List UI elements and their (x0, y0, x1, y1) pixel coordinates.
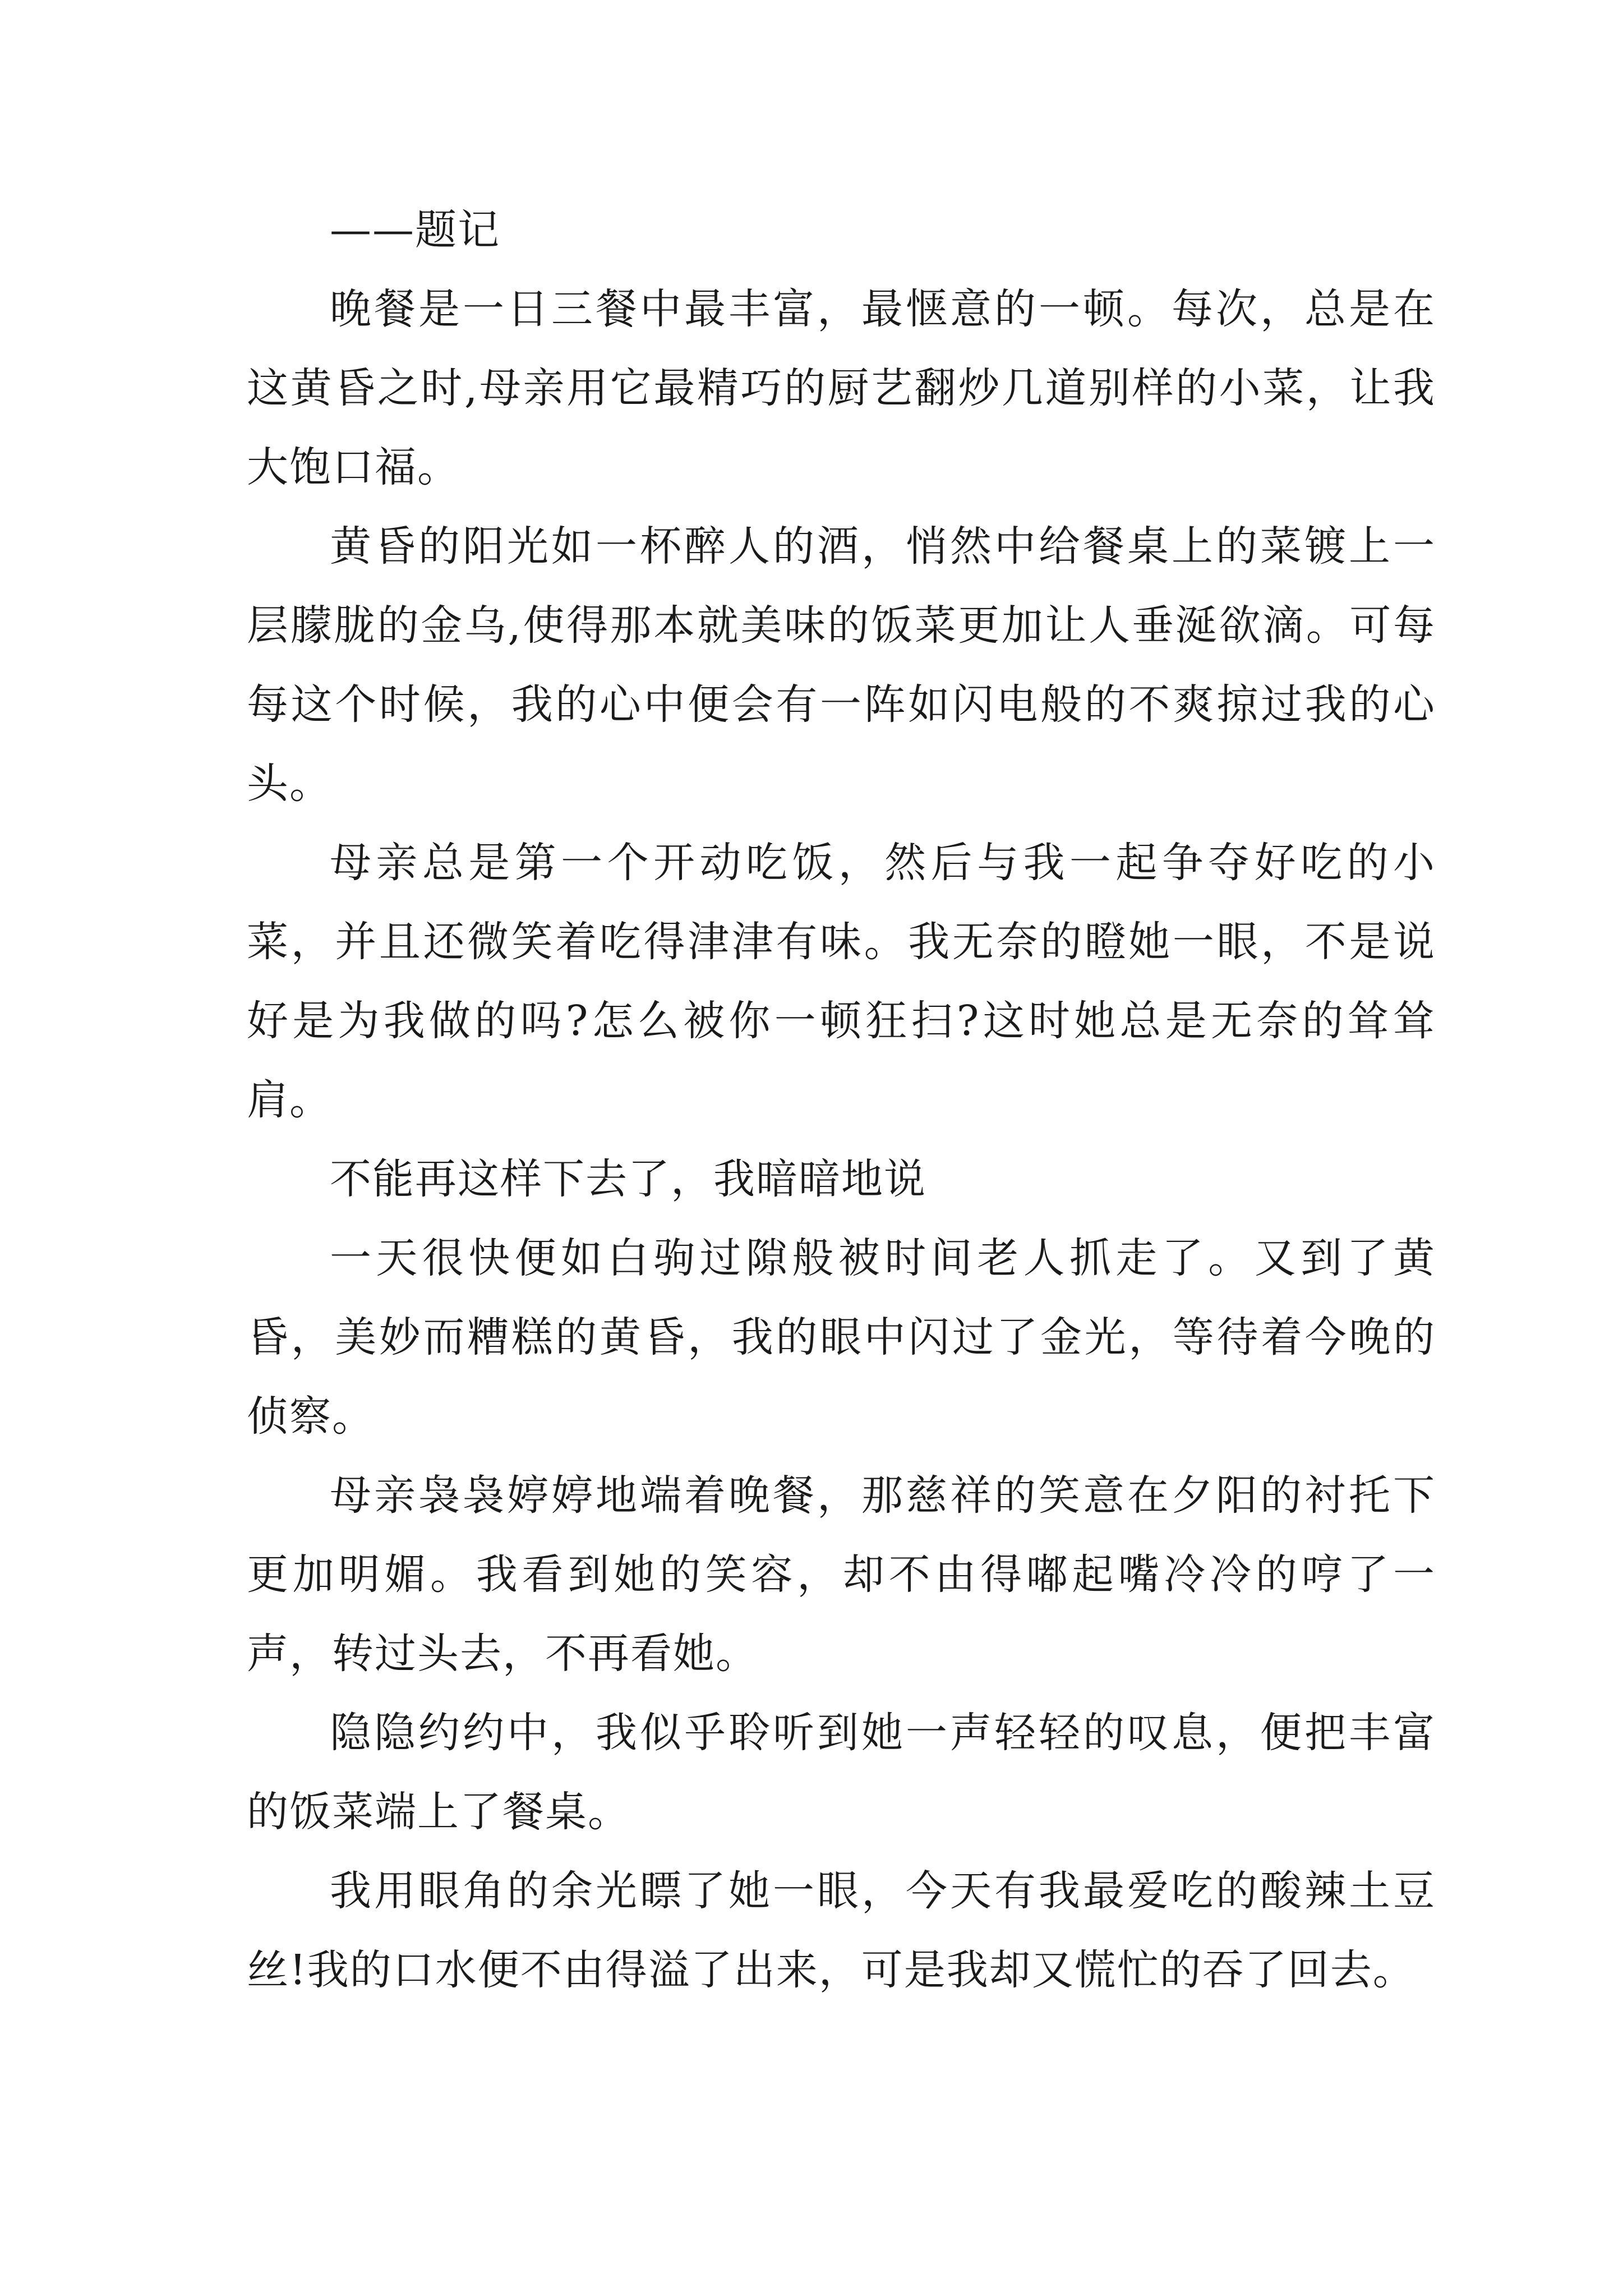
paragraph-5: 一天很快便如白驹过隙般被时间老人抓走了。又到了黄昏，美妙而糟糕的黄昏，我的眼中闪过了金光，等待着今晚的侦察。 (247, 1234, 1436, 1441)
paragraph-2: 黄昏的阳光如一杯醉人的酒，悄然中给餐桌上的菜镀上一层朦胧的金乌,使得那本就美味的饭菜更加让人垂涎欲滴。可每每这个时候，我的心中便会有一阵如闪电般的不爽掠过我的心头。 (247, 522, 1436, 808)
paragraph-8: 我用眼角的余光瞟了她一眼，今天有我最爱吃的酸辣土豆丝!我的口水便不由得溢了出来，可是我却又慌忙的吞了回去。 (247, 1867, 1436, 1994)
paragraph-6: 母亲袅袅婷婷地端着晚餐，那慈祥的笑意在夕阳的衬托下更加明媚。我看到她的笑容，却不由得嘟起嘴冷冷的哼了一声，转过头去，不再看她。 (247, 1471, 1436, 1678)
paragraph-7: 隐隐约约中，我似乎聆听到她一声轻轻的叹息，便把丰富的饭菜端上了餐桌。 (247, 1709, 1436, 1836)
paragraph-3: 母亲总是第一个开动吃饭，然后与我一起争夺好吃的小菜，并且还微笑着吃得津津有味。我无奈的瞪她一眼，不是说好是为我做的吗?怎么被你一顿狂扫?这时她总是无奈的耸耸肩。 (247, 839, 1436, 1124)
paragraph-4: 不能再这样下去了，我暗暗地说 (330, 1155, 926, 1203)
essay-body (247, 191, 1436, 2010)
paragraph-1: 晚餐是一日三餐中最丰富，最惬意的一顿。每次，总是在这黄昏之时,母亲用它最精巧的厨艺翻炒几道别样的小菜，让我大饱口福。 (247, 285, 1436, 491)
paragraph-epigraph: ——题记 (330, 206, 500, 254)
